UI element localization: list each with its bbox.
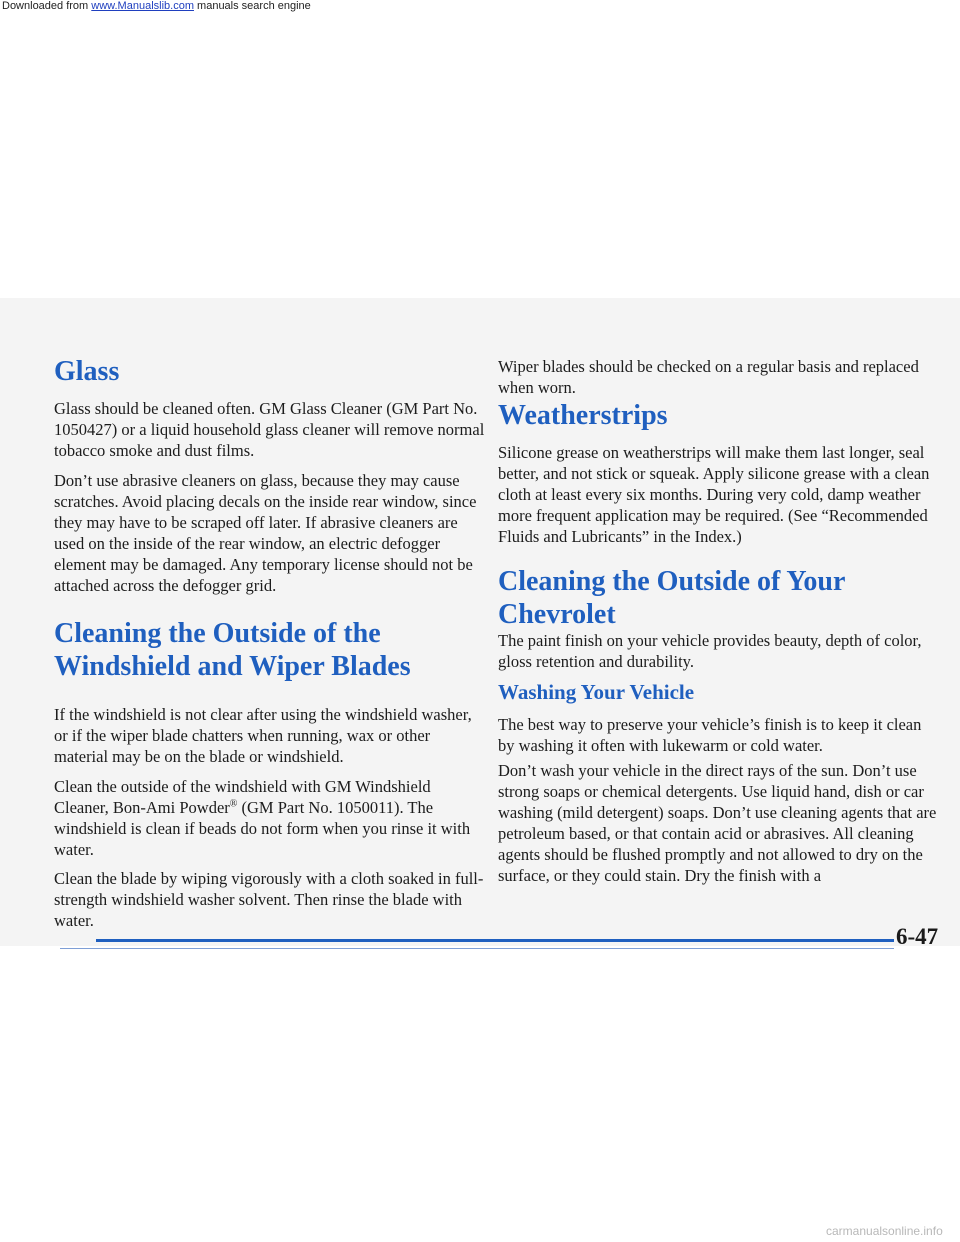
outside-paragraph: The paint finish on your vehicle provides beauty, depth of color, gloss retention and durability.	[498, 631, 922, 671]
washing-paragraph-1: The best way to preserve your vehicle’s finish is to keep it clean by washing it often with lukewarm or cold water.	[498, 715, 922, 755]
page-number: 6-47	[896, 924, 939, 949]
glass-paragraph-2: Don’t use abrasive cleaners on glass, because they may cause scratches. Avoid placing decals on the inside rear window, since they may have to be scraped off later. If abrasive cleaners are used on the inside of the rear window, an electric defogger element may be damaged. Any temporary license should not be attached across the defogger grid.	[54, 471, 477, 595]
footer-rule-thin	[60, 948, 894, 949]
washing-heading: Washing Your Vehicle	[498, 680, 695, 704]
windshield-paragraph-3: Clean the blade by wiping vigorously with a cloth soaked in full-strength windshield washer solvent. Then rinse the blade with water.	[54, 869, 484, 930]
glass-paragraph-1: Glass should be cleaned often. GM Glass Cleaner (GM Part No. 1050427) or a liquid household glass cleaner will remove normal tobacco smoke and dust films.	[54, 399, 485, 460]
download-header-prefix: Downloaded from	[2, 0, 92, 12]
download-header-suffix: manuals search engine	[193, 0, 311, 12]
footer-rule-thick	[96, 939, 894, 942]
content-panel	[0, 298, 960, 949]
watermark: carmanualsonline.info	[826, 1224, 943, 1238]
windshield-heading: Cleaning the Outside of the Windshield and Wiper Blades	[54, 618, 411, 682]
weatherstrips-heading: Weatherstrips	[498, 400, 668, 431]
outside-heading: Cleaning the Outside of Your Chevrolet	[498, 566, 845, 630]
glass-heading: Glass	[54, 356, 120, 387]
registered-mark: ®	[229, 798, 238, 810]
windshield-paragraph-1: If the windshield is not clear after using the windshield washer, or if the wiper blade chatters when running, wax or other material may be on the blade or windshield.	[54, 705, 472, 766]
windshield-p2-text-a: Clean the outside of the windshield with GM Windshield Cleaner, Bon-Ami Powder	[54, 777, 431, 817]
windshield-paragraph-2	[54, 776, 486, 860]
windshield-p2-text-b: (GM Part No. 1050011). The windshield is clean if beads do not form when you rinse it with water.	[54, 798, 471, 859]
weatherstrips-paragraph: Silicone grease on weatherstrips will make them last longer, seal better, and not stick or squeak. Apply silicone grease with a clean cloth at least every six months. During very cold, damp weather more frequent application may be required. (See “Recommended Fluids and Lubricants” in the Index.)	[498, 443, 930, 546]
washing-paragraph-2: Don’t wash your vehicle in the direct rays of the sun. Don’t use strong soaps or chemical detergents. Use liquid hand, dish or car washing (mild detergent) soaps. Don’t use cleaning agents that are petroleum based, or that contain acid or abrasives. All cleaning agents should be flushed promptly and not allowed to dry on the surface, or they could stain. Dry the finish with a	[498, 761, 937, 885]
manualslib-link[interactable]: www.Manualslib.com	[91, 0, 194, 12]
wiper-paragraph: Wiper blades should be checked on a regular basis and replaced when worn.	[498, 357, 919, 397]
download-header	[2, 0, 311, 12]
